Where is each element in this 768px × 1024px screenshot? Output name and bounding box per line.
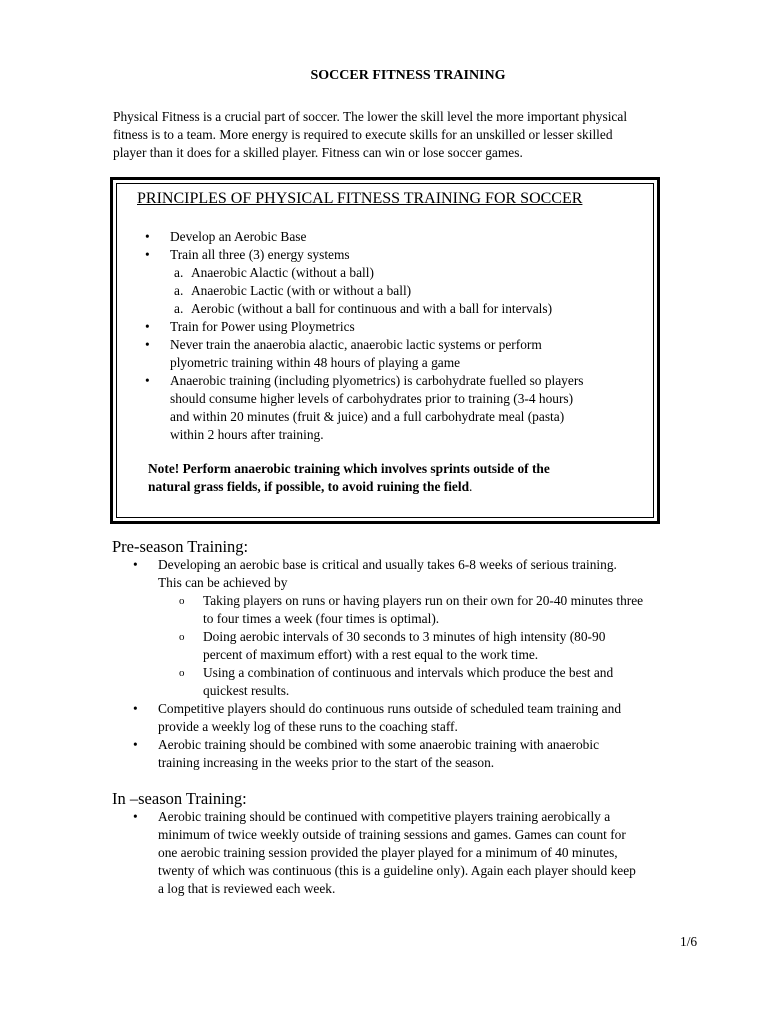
note-period: .	[469, 479, 473, 494]
preseason-method	[133, 664, 713, 700]
circle-bullet-icon: o	[179, 631, 185, 643]
preseason-text: provide a weekly log of these runs to the coaching staff.	[158, 719, 458, 734]
field-note	[145, 460, 650, 496]
sub-marker: a.	[174, 301, 184, 316]
principle-text: Train for Power using Ploymetrics	[170, 319, 355, 334]
principle-item	[145, 228, 650, 246]
principle-text: Anaerobic training (including plyometrics) is carbohydrate fuelled so players	[170, 373, 584, 388]
preseason-text: Developing an aerobic base is critical and usually takes 6-8 weeks of serious training.	[158, 557, 617, 572]
document-title: SOCCER FITNESS TRAINING	[310, 68, 506, 83]
method-text: percent of maximum effort) with a rest equal to the work time.	[203, 647, 539, 662]
bullet-icon: •	[145, 229, 150, 244]
energy-system-text: Aerobic (without a ball for continuous and with a ball for intervals)	[191, 301, 553, 316]
method-text: quickest results.	[203, 683, 290, 698]
principle-item	[145, 336, 650, 372]
energy-system-item	[145, 264, 650, 282]
bullet-icon: •	[145, 247, 150, 262]
principle-text: Never train the anaerobia alactic, anaerobic lactic systems or perform	[170, 337, 542, 352]
energy-system-text: Anaerobic Lactic (with or without a ball)	[191, 283, 412, 298]
principle-text: Train all three (3) energy systems	[170, 247, 350, 262]
note-line-text: natural grass fields, if possible, to avoid ruining the field	[148, 479, 470, 494]
preseason-text: This can be achieved by	[158, 575, 288, 590]
intro-line: player than it does for a skilled player. Fitness can win or lose soccer games.	[113, 145, 523, 160]
method-text: to four times a week (four times is optimal).	[203, 611, 440, 626]
preseason-list	[133, 556, 713, 772]
intro-line: Physical Fitness is a crucial part of soccer. The lower the skill level the more important physical	[113, 109, 628, 124]
inseason-text: twenty of which was continuous (this is a guideline only). Again each player should keep	[158, 863, 636, 878]
inseason-list	[133, 808, 713, 898]
bullet-icon: •	[133, 737, 138, 752]
energy-system-text: Anaerobic Alactic (without a ball)	[191, 265, 374, 280]
bullet-icon: •	[133, 809, 138, 824]
bullet-icon: •	[145, 373, 150, 388]
energy-system-item	[145, 300, 650, 318]
method-text: Using a combination of continuous and intervals which produce the best and	[203, 665, 614, 680]
method-text: Taking players on runs or having players run on their own for 20-40 minutes three	[203, 593, 644, 608]
bullet-icon: •	[145, 337, 150, 352]
preseason-text: training increasing in the weeks prior to the start of the season.	[158, 755, 495, 770]
bullet-icon: •	[133, 701, 138, 716]
sub-marker: a.	[174, 283, 184, 298]
inseason-text: one aerobic training session provided the player played for a minimum of 40 minutes,	[158, 845, 618, 860]
principle-item	[145, 246, 650, 264]
note-line	[148, 478, 650, 496]
method-text: Doing aerobic intervals of 30 seconds to 3 minutes of high intensity (80-90	[203, 629, 606, 644]
inseason-text: minimum of twice weekly outside of training sessions and games. Games can count for	[158, 827, 626, 842]
circle-bullet-icon: o	[179, 667, 185, 679]
principle-text: should consume higher levels of carbohydrates prior to training (3-4 hours)	[170, 391, 574, 406]
inseason-text: a log that is reviewed each week.	[158, 881, 336, 896]
intro-paragraph	[113, 108, 713, 162]
inseason-heading: In –season Training:	[112, 789, 247, 808]
bullet-icon: •	[145, 319, 150, 334]
preseason-method	[133, 628, 713, 664]
sub-marker: a.	[174, 265, 184, 280]
preseason-heading: Pre-season Training:	[112, 537, 249, 556]
principle-text: plyometric training within 48 hours of playing a game	[170, 355, 461, 370]
preseason-method	[133, 592, 713, 628]
preseason-item	[133, 700, 713, 736]
circle-bullet-icon: o	[179, 595, 185, 607]
bullet-icon: •	[133, 557, 138, 572]
principle-text: Develop an Aerobic Base	[170, 229, 307, 244]
inseason-item	[133, 808, 713, 898]
principle-text: within 2 hours after training.	[170, 427, 324, 442]
preseason-text: Competitive players should do continuous runs outside of scheduled team training and	[158, 701, 622, 716]
note-line: Note! Perform anaerobic training which involves sprints outside of the	[148, 461, 550, 476]
preseason-text: Aerobic training should be combined with some anaerobic training with anaerobic	[158, 737, 600, 752]
page-number: 1/6	[680, 934, 698, 949]
principles-list	[145, 228, 650, 496]
principle-text: and within 20 minutes (fruit & juice) and a full carbohydrate meal (pasta)	[170, 409, 565, 424]
inseason-text: Aerobic training should be continued with competitive players training aerobically a	[158, 809, 611, 824]
preseason-item	[133, 736, 713, 772]
principle-item	[145, 318, 650, 336]
intro-line: fitness is to a team. More energy is required to execute skills for an unskilled or lesser skilled	[113, 127, 613, 142]
principles-heading: PRINCIPLES OF PHYSICAL FITNESS TRAINING FOR SOCCER	[137, 190, 583, 207]
preseason-item	[133, 556, 713, 592]
principle-item	[145, 372, 650, 444]
energy-system-item	[145, 282, 650, 300]
